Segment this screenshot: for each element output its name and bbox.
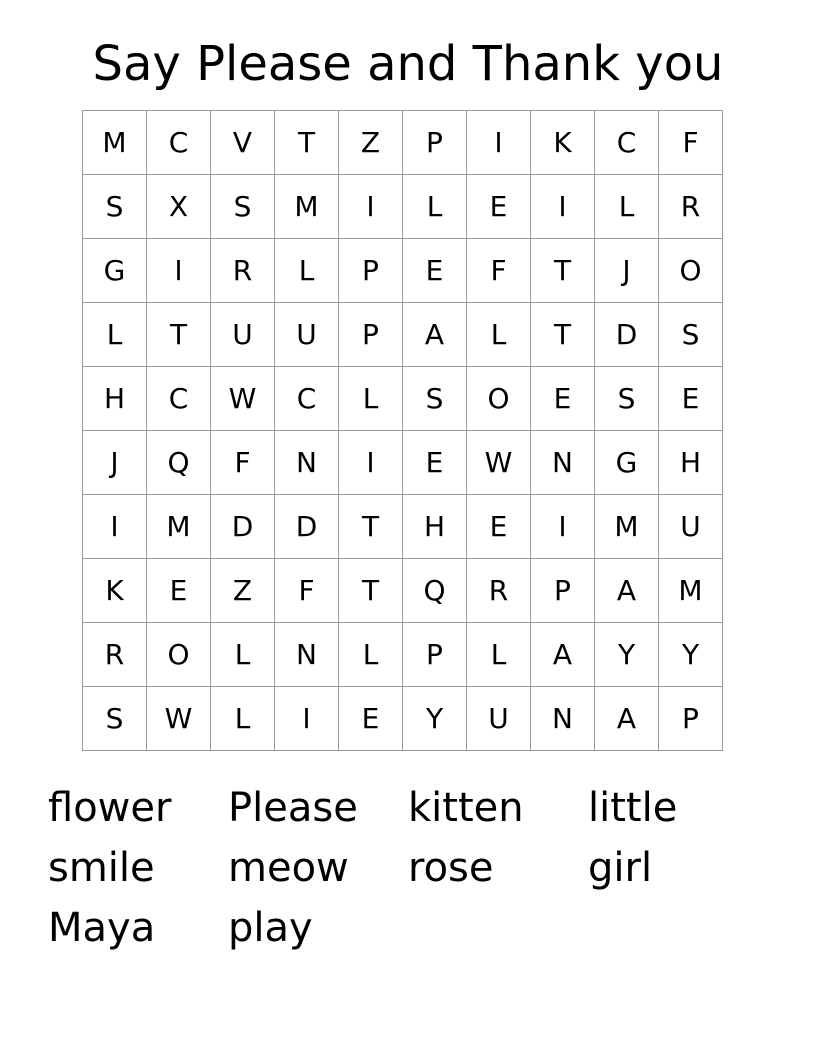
grid-cell: E bbox=[147, 559, 211, 623]
grid-cell: C bbox=[595, 111, 659, 175]
grid-cell: C bbox=[147, 111, 211, 175]
word-list-item: rose bbox=[408, 845, 494, 891]
word-list-item: Please bbox=[228, 785, 358, 831]
grid-cell: E bbox=[403, 431, 467, 495]
grid-cell: N bbox=[275, 623, 339, 687]
grid-cell: T bbox=[339, 495, 403, 559]
word-list-item: flower bbox=[48, 785, 172, 831]
grid-cell: H bbox=[403, 495, 467, 559]
grid-row bbox=[83, 559, 723, 623]
grid-cell: S bbox=[659, 303, 723, 367]
grid-cell: G bbox=[83, 239, 147, 303]
grid-cell: L bbox=[467, 303, 531, 367]
grid-cell: K bbox=[83, 559, 147, 623]
page-title: Say Please and Thank you bbox=[92, 36, 724, 92]
grid-cell: A bbox=[531, 623, 595, 687]
grid-cell: U bbox=[211, 303, 275, 367]
grid-cell: F bbox=[275, 559, 339, 623]
grid-cell: H bbox=[659, 431, 723, 495]
grid-cell: P bbox=[531, 559, 595, 623]
grid-cell: I bbox=[339, 175, 403, 239]
grid-cell: E bbox=[531, 367, 595, 431]
grid-cell: N bbox=[531, 687, 595, 751]
grid-cell: C bbox=[275, 367, 339, 431]
grid-row bbox=[83, 367, 723, 431]
grid-cell: M bbox=[275, 175, 339, 239]
grid-cell: I bbox=[531, 495, 595, 559]
grid-row bbox=[83, 431, 723, 495]
grid-row bbox=[83, 111, 723, 175]
grid-cell: R bbox=[659, 175, 723, 239]
grid-cell: V bbox=[211, 111, 275, 175]
grid-cell: W bbox=[467, 431, 531, 495]
grid-cell: M bbox=[659, 559, 723, 623]
word-list bbox=[48, 778, 768, 958]
grid-cell: I bbox=[83, 495, 147, 559]
grid-row bbox=[83, 303, 723, 367]
grid-cell: E bbox=[403, 239, 467, 303]
grid-cell: I bbox=[531, 175, 595, 239]
grid-cell: L bbox=[275, 239, 339, 303]
grid-cell: L bbox=[339, 367, 403, 431]
word-list-item: Maya bbox=[48, 905, 156, 951]
word-list-item: play bbox=[228, 905, 313, 951]
grid-cell: D bbox=[595, 303, 659, 367]
grid-cell: J bbox=[595, 239, 659, 303]
grid-cell: W bbox=[147, 687, 211, 751]
word-list-item: smile bbox=[48, 845, 155, 891]
grid-cell: L bbox=[403, 175, 467, 239]
grid-cell: T bbox=[531, 303, 595, 367]
grid-cell: E bbox=[659, 367, 723, 431]
word-list-item: little bbox=[588, 785, 678, 831]
grid-cell: L bbox=[83, 303, 147, 367]
grid-cell: F bbox=[659, 111, 723, 175]
grid-cell: J bbox=[83, 431, 147, 495]
grid-cell: G bbox=[595, 431, 659, 495]
grid-cell: P bbox=[659, 687, 723, 751]
grid-cell: L bbox=[467, 623, 531, 687]
grid-cell: E bbox=[467, 495, 531, 559]
grid-cell: A bbox=[595, 687, 659, 751]
grid-cell: F bbox=[211, 431, 275, 495]
grid-cell: I bbox=[467, 111, 531, 175]
grid-cell: F bbox=[467, 239, 531, 303]
grid-cell: X bbox=[147, 175, 211, 239]
grid-row bbox=[83, 239, 723, 303]
grid-cell: S bbox=[83, 687, 147, 751]
grid-cell: L bbox=[211, 623, 275, 687]
grid-cell: C bbox=[147, 367, 211, 431]
grid-cell: S bbox=[83, 175, 147, 239]
grid-cell: M bbox=[147, 495, 211, 559]
grid-cell: Y bbox=[659, 623, 723, 687]
grid-cell: T bbox=[339, 559, 403, 623]
grid-cell: Y bbox=[595, 623, 659, 687]
grid-cell: E bbox=[339, 687, 403, 751]
grid-cell: A bbox=[403, 303, 467, 367]
grid-cell: Q bbox=[403, 559, 467, 623]
grid-cell: D bbox=[211, 495, 275, 559]
grid-row bbox=[83, 495, 723, 559]
grid-row bbox=[83, 175, 723, 239]
grid-cell: Z bbox=[211, 559, 275, 623]
grid-cell: R bbox=[467, 559, 531, 623]
grid-cell: Y bbox=[403, 687, 467, 751]
grid-row bbox=[83, 687, 723, 751]
grid-row bbox=[83, 623, 723, 687]
grid-cell: P bbox=[339, 239, 403, 303]
grid-cell: E bbox=[467, 175, 531, 239]
grid-cell: N bbox=[531, 431, 595, 495]
grid-cell: D bbox=[275, 495, 339, 559]
grid-cell: L bbox=[595, 175, 659, 239]
grid-cell: I bbox=[147, 239, 211, 303]
grid-cell: K bbox=[531, 111, 595, 175]
grid-cell: W bbox=[211, 367, 275, 431]
grid-cell: T bbox=[147, 303, 211, 367]
grid-cell: U bbox=[275, 303, 339, 367]
grid-cell: U bbox=[659, 495, 723, 559]
grid-cell: Z bbox=[339, 111, 403, 175]
word-list-item: girl bbox=[588, 845, 653, 891]
grid-cell: T bbox=[531, 239, 595, 303]
grid-cell: I bbox=[275, 687, 339, 751]
grid-cell: P bbox=[403, 623, 467, 687]
grid-cell: M bbox=[595, 495, 659, 559]
word-list-item: kitten bbox=[408, 785, 524, 831]
word-search-grid bbox=[82, 110, 723, 751]
grid-cell: L bbox=[339, 623, 403, 687]
grid-cell: R bbox=[211, 239, 275, 303]
grid-cell: N bbox=[275, 431, 339, 495]
grid-cell: T bbox=[275, 111, 339, 175]
grid-cell: R bbox=[83, 623, 147, 687]
grid-cell: L bbox=[211, 687, 275, 751]
grid-cell: P bbox=[403, 111, 467, 175]
grid-cell: U bbox=[467, 687, 531, 751]
grid-cell: O bbox=[467, 367, 531, 431]
grid-cell: O bbox=[659, 239, 723, 303]
grid-cell: S bbox=[211, 175, 275, 239]
grid-cell: A bbox=[595, 559, 659, 623]
grid-cell: P bbox=[339, 303, 403, 367]
grid-cell: S bbox=[403, 367, 467, 431]
grid-cell: I bbox=[339, 431, 403, 495]
word-list-item: meow bbox=[228, 845, 349, 891]
grid-cell: H bbox=[83, 367, 147, 431]
grid-cell: S bbox=[595, 367, 659, 431]
grid-cell: M bbox=[83, 111, 147, 175]
grid-cell: Q bbox=[147, 431, 211, 495]
grid-cell: O bbox=[147, 623, 211, 687]
